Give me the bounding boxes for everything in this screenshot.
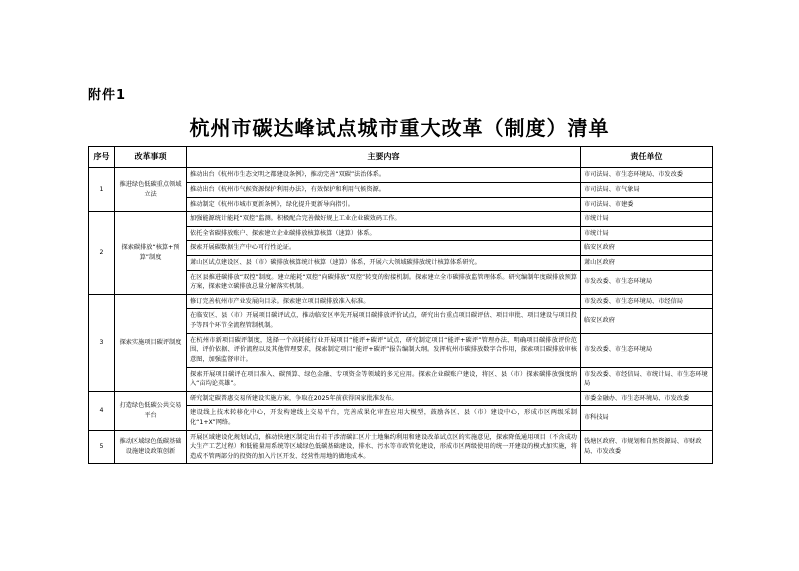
row-responsible-org: 市司法局、市气象局: [581, 183, 713, 198]
row-number: 5: [89, 430, 115, 464]
table-header: [89, 147, 713, 168]
row-responsible-org: 市司法局、市生态环境局、市发改委: [581, 168, 713, 183]
row-responsible-org: 市发改委、市生态环境局、市经信局: [581, 294, 713, 309]
table-row: [89, 294, 713, 309]
row-responsible-org: 市委金融办、市生态环境局、市发改委: [581, 391, 713, 406]
row-main-content: 推动制定《杭州市城市更新条例》，绿化提升更新导向指引。: [187, 197, 581, 212]
table-body: [89, 168, 713, 464]
column-header-org: 责任单位: [581, 147, 713, 168]
row-number: 3: [89, 294, 115, 391]
reform-list-table: [88, 146, 713, 464]
row-main-content: 开展区域建设化规划试点，推动快建区制定出台若干涉清碳汇区片土地集约利用和建设改革试点区的实施意见，探索降低通用项目（不含成功大生产工艺过程）和低能量用系统等区域绿色低碳基础建设，排水、污水等市政管化建设，形成市区两级使用的统一开建设的模式加实施，将造成不管两部分的投资的加入片区开发、经营性用地的做地成本。: [187, 430, 581, 464]
row-responsible-org: 市发改委、市生态环境局: [581, 333, 713, 367]
row-main-content: 探索开展项目碳评在项目准入、碳预算、绿色金融、专项资金等领域的多元应用。探索企业碳账户建设，将区、县（市）探索碳排放强度纳入“亩均论英雄”。: [187, 367, 581, 391]
table-header-row: [89, 147, 713, 168]
row-number: 1: [89, 168, 115, 212]
row-reform-item: 推动区域绿色低碳基础设施建设政策创新: [115, 430, 187, 464]
row-responsible-org: 钱塘区政府、市规划和自然资源局、市财政局、市发改委: [581, 430, 713, 464]
row-reform-item: 推进绿色低碳重点领域立法: [115, 168, 187, 212]
row-main-content: 推动出台《杭州市气候资源保护利用办法》，有效保护和利用气候资源。: [187, 183, 581, 198]
row-main-content: 推动出台《杭州市生态文明之都建设条例》，推动完善“双碳”法治体系。: [187, 168, 581, 183]
row-responsible-org: 市统计局: [581, 226, 713, 241]
row-responsible-org: 市统计局: [581, 212, 713, 227]
row-responsible-org: 市科技局: [581, 406, 713, 430]
row-main-content: 在临安区、县（市）开展项目碳评试点，推动临安区率先开展项目碳排放评价试点，研究出台重点项目碳评估、项目审批、项目建设与项目投予等四个环节全流程管制机制。: [187, 309, 581, 333]
row-number: 4: [89, 391, 115, 430]
row-responsible-org: 临安区政府: [581, 241, 713, 256]
row-main-content: 建设线上技术转移化中心，开发构建线上交易平台，完善成果化审查应用大模型，鼓励各区、县（市）建设中心，形成市区两级采制化“1+X”网络。: [187, 406, 581, 430]
row-main-content: 研究制定碳普惠交易所建设实施方案，争取在2025年前获得国家批准发布。: [187, 391, 581, 406]
row-main-content: 萧山区试点建设区、县（市）碳排放核算统计核算（速算）体系，开展六大领域碳排放统计核算体系研究。: [187, 256, 581, 271]
row-responsible-org: 市发改委、市经信局、市统计局、市生态环境局: [581, 367, 713, 391]
column-header-item: 改革事项: [115, 147, 187, 168]
attachment-label: 附件1: [88, 88, 127, 103]
row-main-content: 探索开展碳数据生产中心可行性论证。: [187, 241, 581, 256]
row-main-content: 在区县推进碳排放“双控”制度。建立能耗“双控”向碳排放“双控”转变的衔接机制。探索建立全市碳排放监管理体系。研究编制年度碳排放预算方案，探索建立碳排放总量分解落实机制。: [187, 270, 581, 294]
row-main-content: 加强能源统计能耗“双控”监测。积极配合完善做好规上工业企业碳效码工作。: [187, 212, 581, 227]
reform-list-table-wrap: [88, 146, 712, 464]
table-row: [89, 212, 713, 227]
column-header-main: 主要内容: [187, 147, 581, 168]
table-row: [89, 391, 713, 406]
page-title: 杭州市碳达峰试点城市重大改革（制度）清单: [189, 116, 610, 140]
table-row: [89, 430, 713, 464]
row-reform-item: 探索碳排放“核算+预算”制度: [115, 212, 187, 295]
column-header-no: 序号: [89, 147, 115, 168]
row-main-content: 依托全省碳排放账户、探索建立企业碳排放核算核算（速算）体系。: [187, 226, 581, 241]
table-row: [89, 168, 713, 183]
row-reform-item: 打造绿色低碳公共交易平台: [115, 391, 187, 430]
row-responsible-org: 市司法局、市建委: [581, 197, 713, 212]
row-reform-item: 探索实施项目碳评制度: [115, 294, 187, 391]
row-responsible-org: 萧山区政府: [581, 256, 713, 271]
row-responsible-org: 市发改委、市生态环境局: [581, 270, 713, 294]
row-main-content: 修订完善杭州市产业发展向目录。探索建立项目碳排放准入标准。: [187, 294, 581, 309]
row-main-content: 在杭州市新项目碳评制度，选择一个高耗能行业开展项目“能评+碳评”试点，研究制定项目“能评+碳评”管理办法、明确项目碳排放评价范围、评价依据、评价流程以及其他管理要求，探索制定项目“能评+碳评”报告编制大纲。发挥杭州市碳排放数字合作用，探索项目碳排放审核意图，加强监督审计。: [187, 333, 581, 367]
row-number: 2: [89, 212, 115, 295]
row-responsible-org: 临安区政府: [581, 309, 713, 333]
